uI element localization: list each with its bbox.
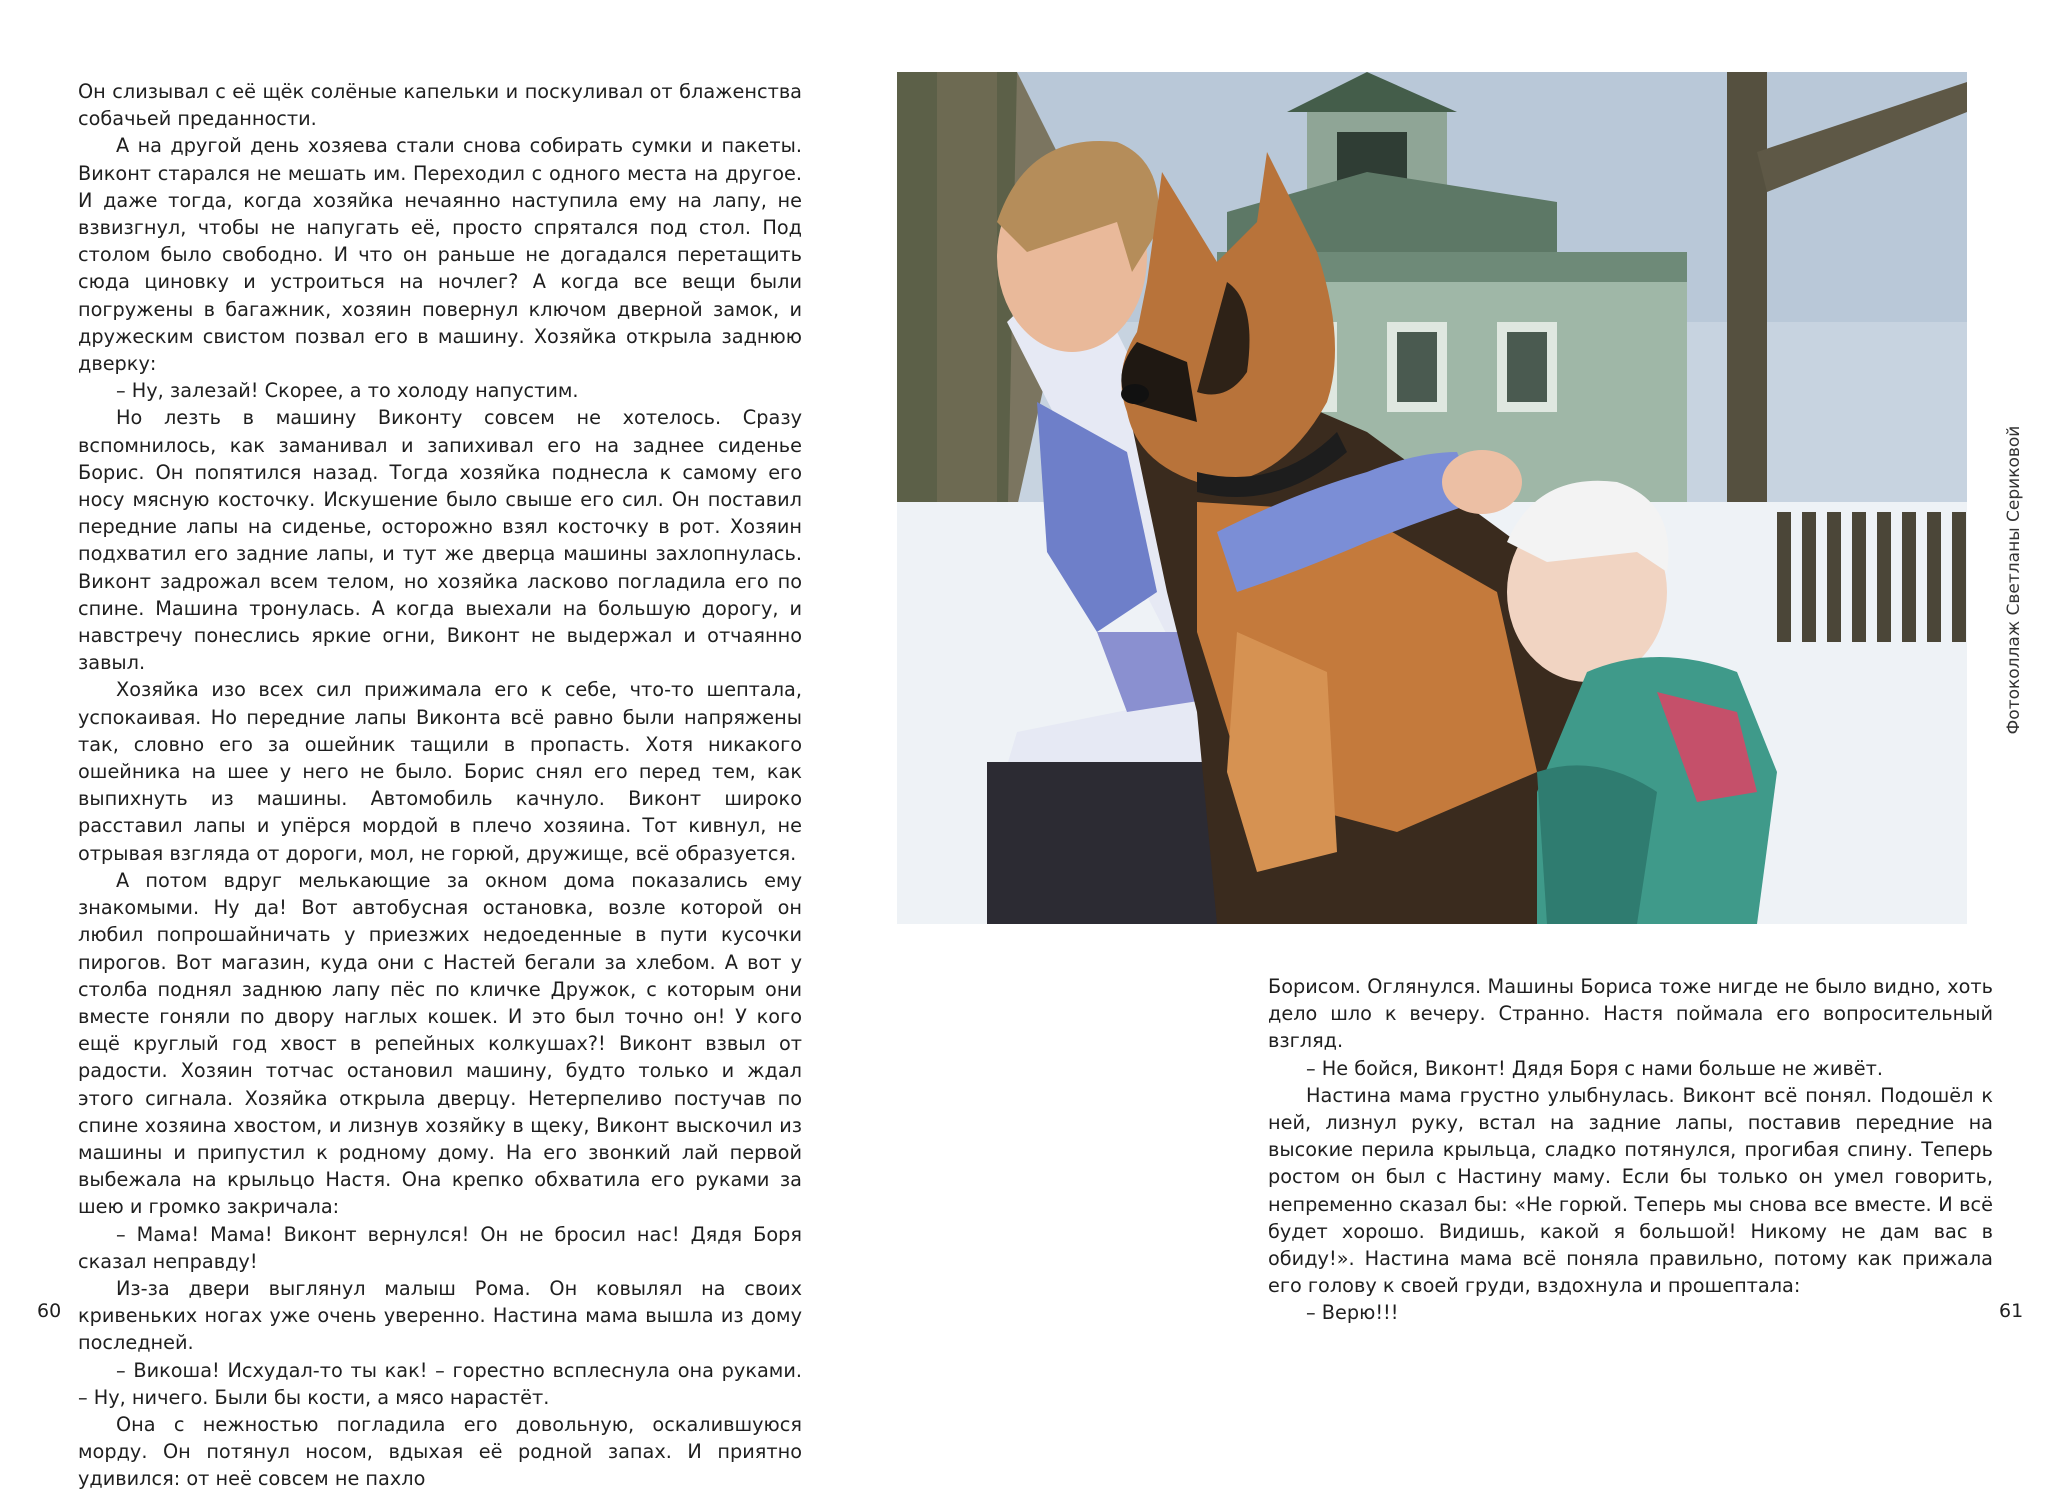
paragraph: – Викоша! Исхудал-то ты как! – горестно всплеснула она руками. – Ну, ничего. Были бы кости, а мясо нарастёт. xyxy=(78,1358,802,1409)
photo-caption: Фотоколлаж Светланы Сериковой xyxy=(2004,425,2024,735)
page-number: 61 xyxy=(1999,1300,2024,1322)
paragraph: Хозяйка изо всех сил прижимала его к себе, что-то шептала, успокаивая. Но передние лапы Виконта всё равно были напряжены так, словно его за ошейник тащили в пропасть. Хотя никакого ошейника на шее у него не было. Борис снял его перед тем, как выпихнуть из машины. Автомобиль качнуло. Виконт широко расставил лапы и упёрся мордой в плечо хозяина. Тот кивнул, не отрывая взгляда от дороги, мол, не горюй, дружище, всё образуется. xyxy=(78,678,802,865)
paragraph: – Верю!!! xyxy=(1306,1301,1399,1325)
paragraph: Из-за двери выглянул малыш Рома. Он ковылял на своих кривеньких ногах уже очень уверенно. Настина мама вышла из дому последней. xyxy=(78,1276,802,1355)
paragraph: – Не бойся, Виконт! Дядя Боря с нами больше не живёт. xyxy=(1306,1056,1883,1080)
paragraph: – Ну, залезай! Скорее, а то холоду напустим. xyxy=(116,379,579,403)
paragraph: А на другой день хозяева стали снова собирать сумки и пакеты. Виконт старался не мешать им. Переходил с одного места на другое. И даже тогда, когда хозяйка нечаянно наступила ему на лапу, не взвизгнул, чтобы не напугать её, просто спрятался под стол. Под столом было свободно. И что он раньше не догадался перетащить сюда циновку и устроиться на ночлег? А когда все вещи были погружены в багажник, хозяин повернул ключом дверной замок, и дружеским свистом позвал его в машину. Хозяйка открыла заднюю дверку: xyxy=(78,134,802,376)
paragraph: А потом вдруг мелькающие за окном дома показались ему знакомыми. Ну да! Вот автобусная остановка, возле которой он любил попрошайничать у приезжих недоеденные в пути кусочки пирогов. Вот магазин, куда они с Настей бегали за хлебом. А вот у столба поднял заднюю лапу пёс по кличке Дружок, с которым они вместе гоняли по двору наглых кошек. И это был точно он! У кого ещё круглый год хвост в репейных колкушах?! Виконт взвыл от радости. Хозяин тотчас остановил машину, будто только и ждал этого сигнала. Хозяйка открыла дверцу. Нетерпеливо постучав по спине хозяина хвостом, и лизнув хозяйку в щеку, Виконт выскочил из машины и припустил к родному дому. На его звонкий лай первой выбежала на крыльцо Настя. Она крепко обхватила его руками за шею и громко закричала: xyxy=(78,868,802,1219)
page-number: 60 xyxy=(37,1300,62,1322)
paragraph: Но лезть в машину Виконту совсем не хотелось. Сразу вспомнилось, как заманивал и запихивал его на заднее сиденье Борис. Он попятился назад. Тогда хозяйка поднесла к самому его носу мясную косточку. Искушение было свыше его сил. Он поставил передние лапы на сиденье, осторожно взял косточку в рот. Хозяин подхватил его задние лапы, и тут же дверца машины захлопнулась. Виконт задрожал всем телом, но хозяйка ласково погладила его по спине. Машина тронулась. А когда выехали на большую дорогу, и навстречу понеслись яркие огни, Виконт не выдержал и отчаянно завыл. xyxy=(78,406,802,675)
left-page xyxy=(0,0,1024,1491)
right-page-text xyxy=(1268,973,1993,1327)
paragraph: Настина мама грустно улыбнулась. Виконт всё понял. Подошёл к ней, лизнул руку, встал на задние лапы, поставив передние на высокие перила крыльца, сладко потянулся, прогибая спину. Теперь ростом он был с Настину маму. Если бы только он умел говорить, непременно сказал бы: «Не горюй. Теперь мы снова все вместе. И всё будет хорошо. Видишь, какой я большой! Никому не дам вас в обиду!». Настина мама всё поняла правильно, потому как прижала его голову к своей груди, вздохнула и прошептала: xyxy=(1268,1083,1993,1298)
paragraph: Борисом. Оглянулся. Машины Бориса тоже нигде не было видно, хоть дело шло к вечеру. Странно. Настя поймала его вопросительный взгляд. xyxy=(1268,975,1993,1053)
paragraph: Она с нежностью погладила его довольную, оскалившуюся морду. Он потянул носом, вдыхая её родной запах. И приятно удивился: от неё совсем не пахло xyxy=(78,1412,802,1491)
left-page-text xyxy=(78,78,802,1493)
paragraph: – Мама! Мама! Виконт вернулся! Он не бросил нас! Дядя Боря сказал неправду! xyxy=(78,1222,802,1273)
right-page xyxy=(1024,0,2048,1357)
paragraph: Он слизывал с её щёк солёные капельки и поскуливал от блаженства собачьей преданности. xyxy=(78,80,802,131)
